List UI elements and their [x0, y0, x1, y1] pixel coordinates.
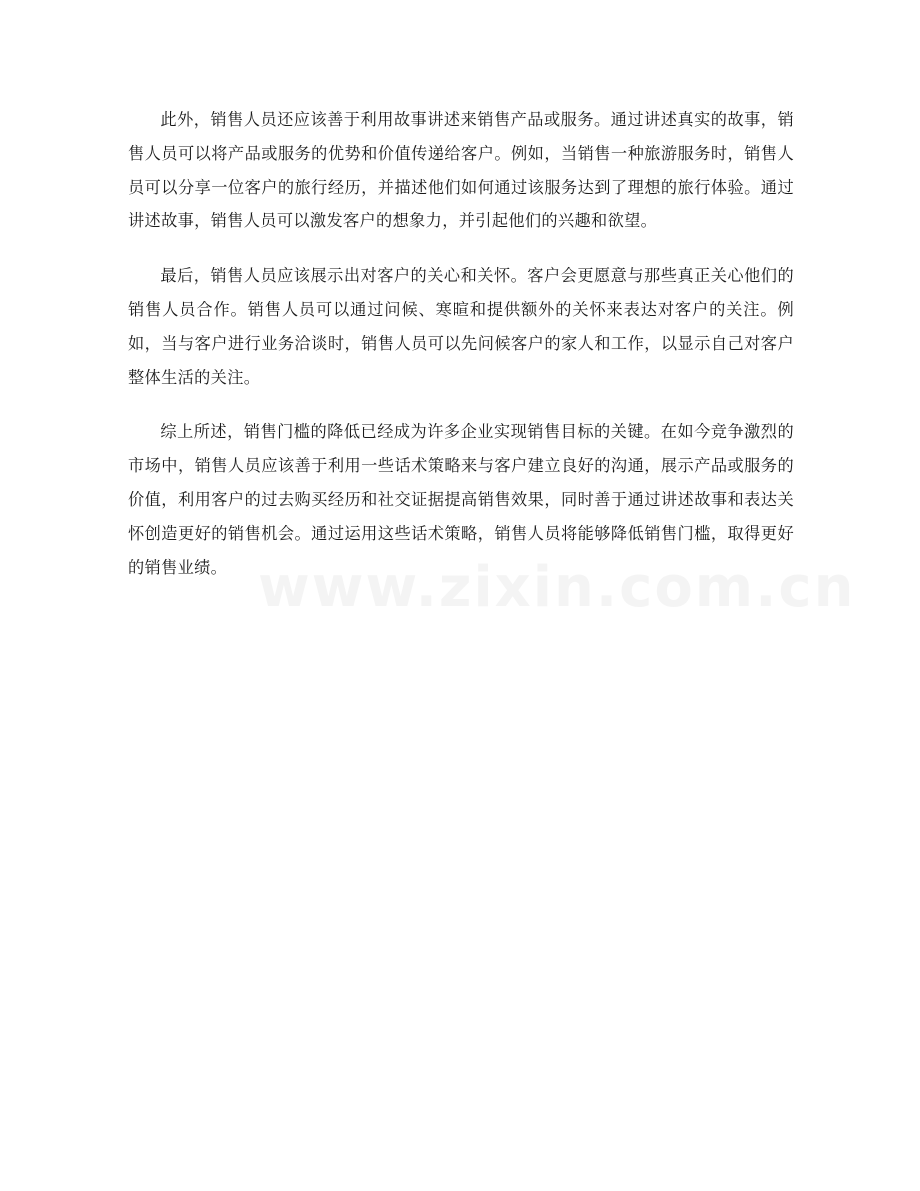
document-body	[128, 103, 794, 605]
paragraph-storytelling: 此外，销售人员还应该善于利用故事讲述来销售产品或服务。通过讲述真实的故事，销售人员可以将产品或服务的优势和价值传递给客户。例如，当销售一种旅游服务时，销售人员可以分享一位客户的旅行经历，并描述他们如何通过该服务达到了理想的旅行体验。通过讲述故事，销售人员可以激发客户的想象力，并引起他们的兴趣和欲望。	[128, 110, 794, 231]
paragraph-customer-care: 最后，销售人员应该展示出对客户的关心和关怀。客户会更愿意与那些真正关心他们的销售人员合作。销售人员可以通过问候、寒暄和提供额外的关怀来表达对客户的关注。例如，当与客户进行业务洽谈时，销售人员可以先问候客户的家人和工作，以显示自己对客户整体生活的关注。	[128, 266, 794, 387]
paragraph-conclusion: 综上所述，销售门槛的降低已经成为许多企业实现销售目标的关键。在如今竞争激烈的市场中，销售人员应该善于利用一些话术策略来与客户建立良好的沟通，展示产品或服务的价值，利用客户的过去购买经历和社交证据提高销售效果，同时善于通过讲述故事和表达关怀创造更好的销售机会。通过运用这些话术策略，销售人员将能够降低销售门槛，取得更好的销售业绩。	[128, 422, 794, 577]
watermark: www.zixin.com.cn	[258, 555, 856, 620]
